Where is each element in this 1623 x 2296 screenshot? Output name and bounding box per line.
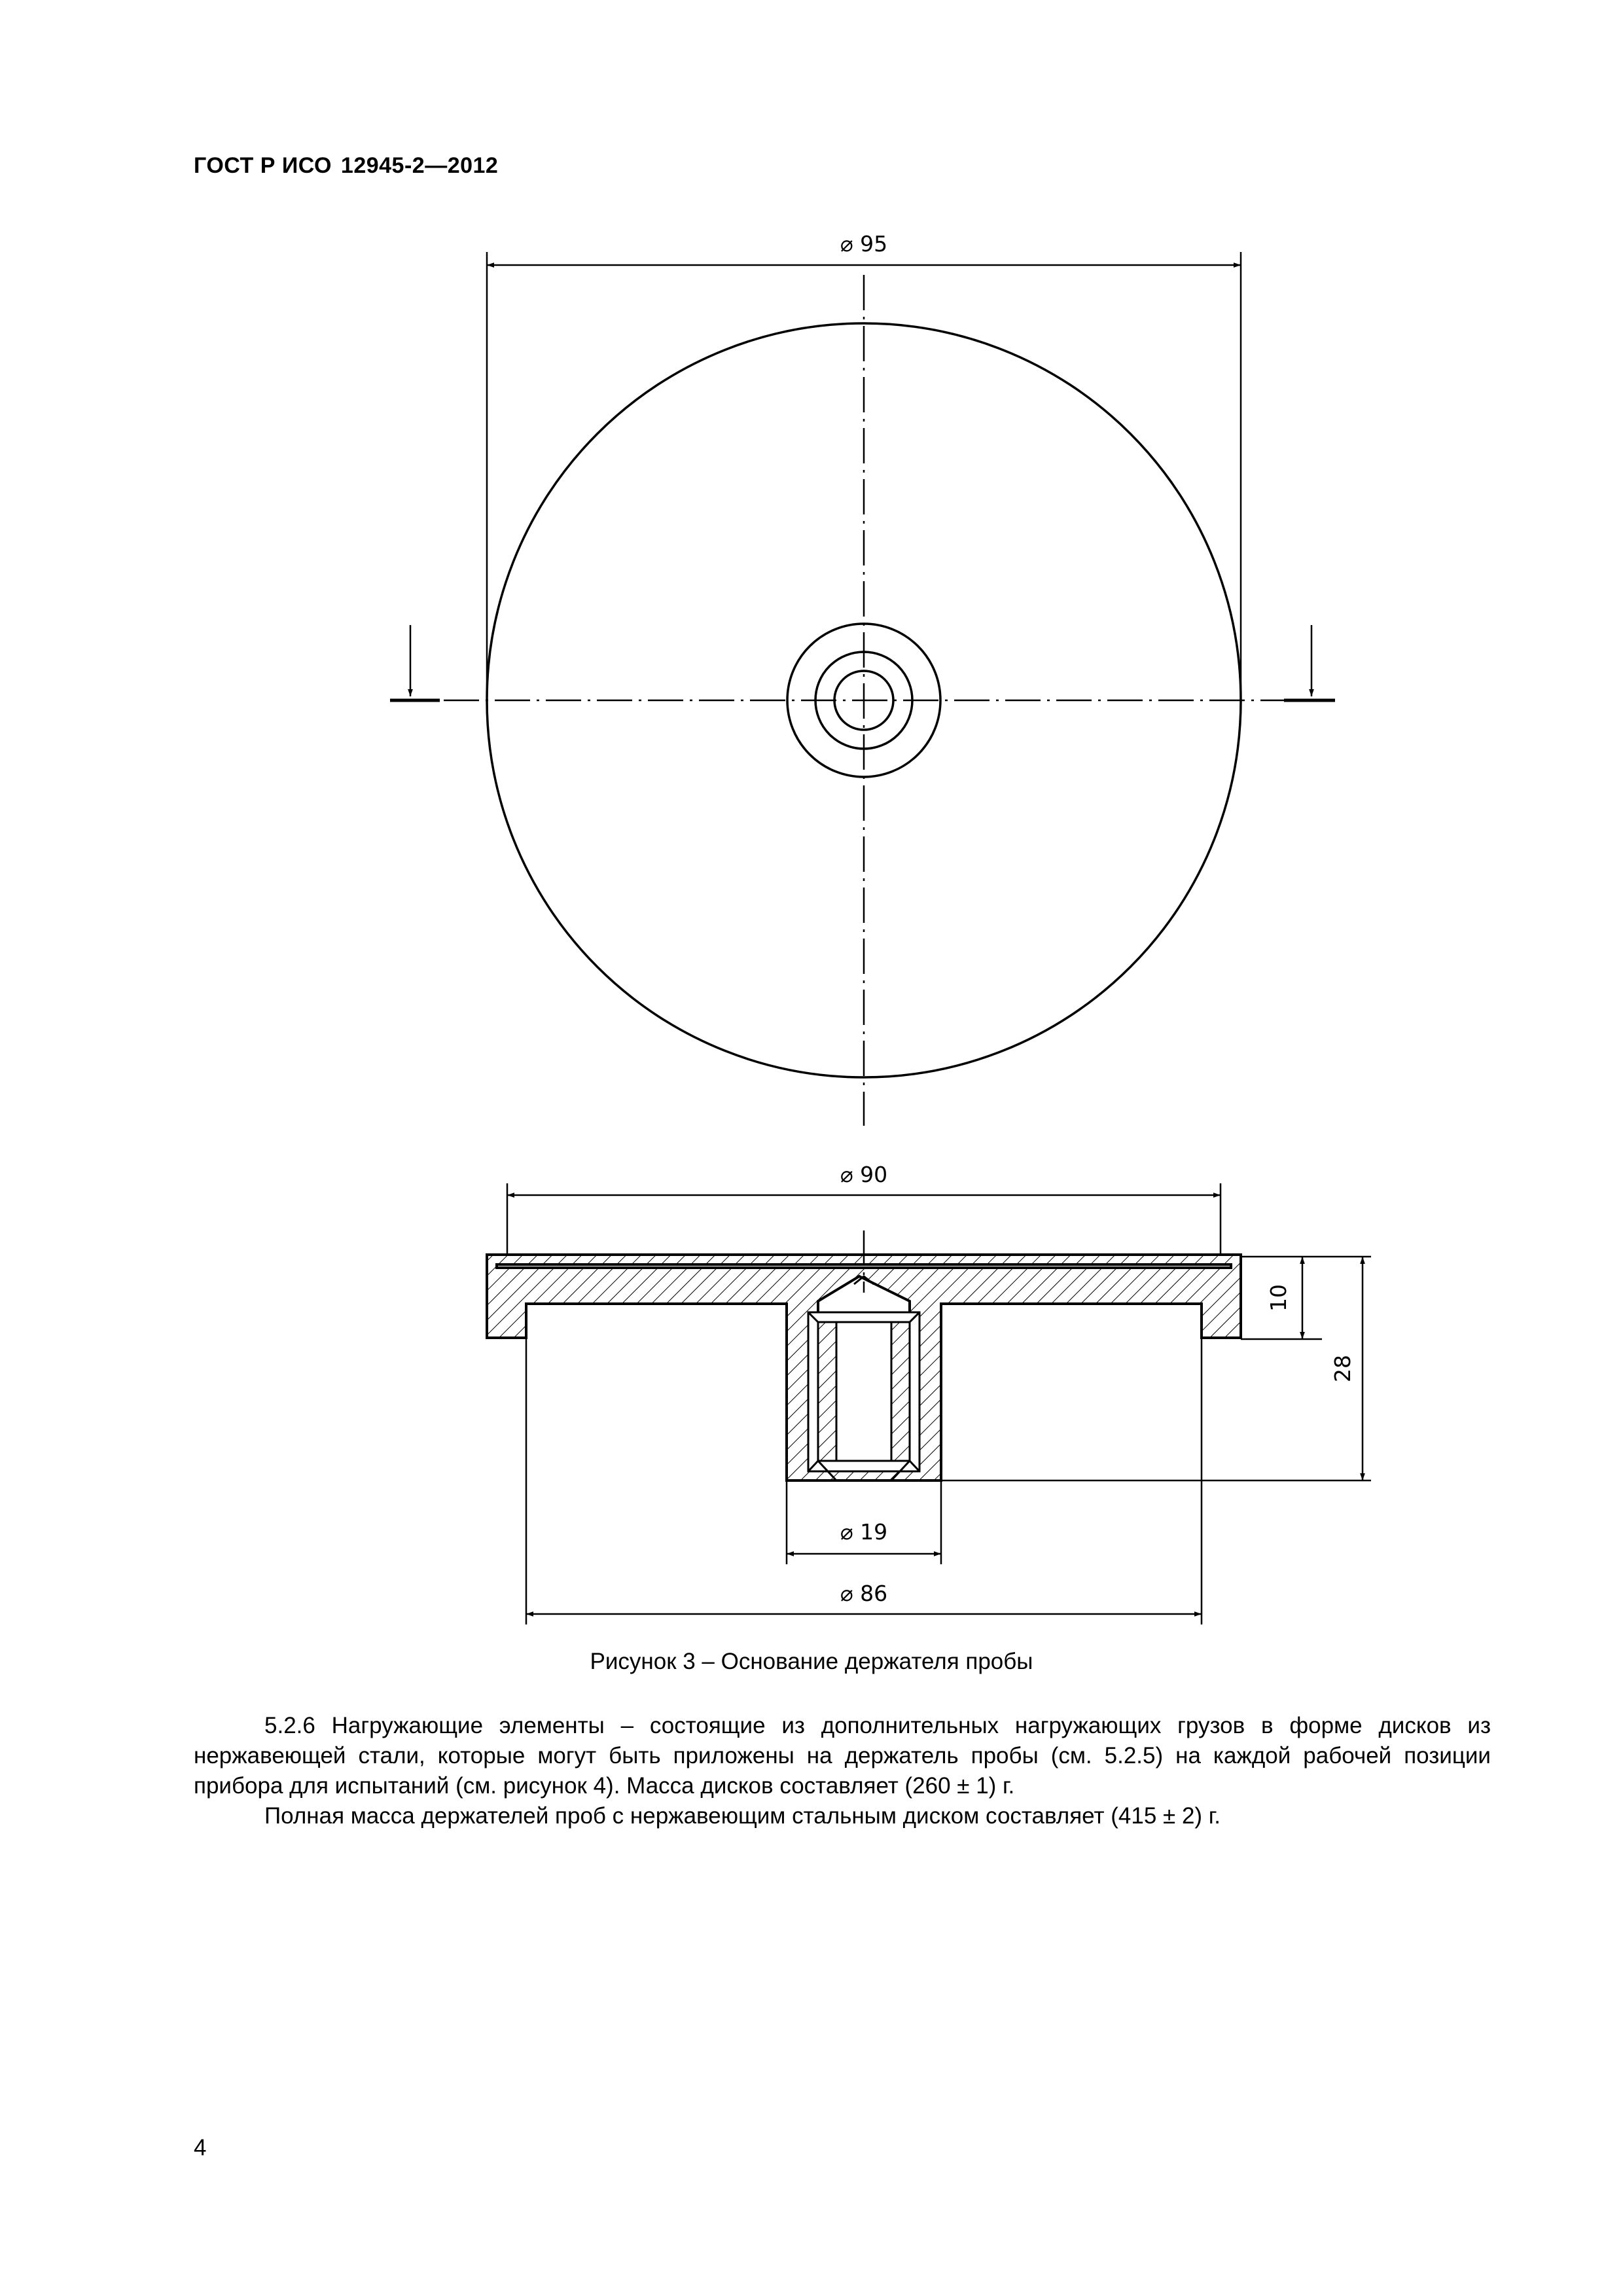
section-cut-marker-left xyxy=(390,625,440,700)
bottom-diameter-label: ⌀ 86 xyxy=(840,1581,888,1606)
flange-height-label: 10 xyxy=(1266,1284,1291,1312)
paragraph-total-mass: Полная масса держателей проб с нержавеющим стальным диском составляет (415 ± 2) г. xyxy=(264,1803,1221,1829)
paragraph-5-2-6: 5.2.6 Нагружающие элементы – состоящие из дополнительных нагружающих грузов в форме дисков из нержавеющей стали, которые могут быть приложены на держатель пробы (см. 5.2.5) на каждой рабочей позиции прибора для испытаний (см. рисунок 4). Масса дисков составляет (260 ± 1) г. xyxy=(194,1713,1491,1799)
standard-number: 12945-2—2012 xyxy=(340,153,499,178)
top-diameter-label: ⌀ 95 xyxy=(840,231,888,257)
section-top-diameter-label: ⌀ 90 xyxy=(840,1162,888,1187)
page-number: 4 xyxy=(194,2135,207,2161)
top-view xyxy=(390,231,1335,1126)
bore-insert xyxy=(808,1276,919,1480)
section-view xyxy=(487,1162,1371,1624)
section-cut-marker-right xyxy=(1284,625,1335,700)
standard-prefix: ГОСТ Р ИСО xyxy=(194,153,332,178)
top-view-center-lines xyxy=(393,275,1335,1126)
figure-caption: Рисунок 3 – Основание держателя пробы xyxy=(590,1649,1033,1674)
total-height-label: 28 xyxy=(1330,1355,1355,1382)
bore-diameter-label: ⌀ 19 xyxy=(840,1519,888,1545)
body-text xyxy=(194,1711,1491,1831)
